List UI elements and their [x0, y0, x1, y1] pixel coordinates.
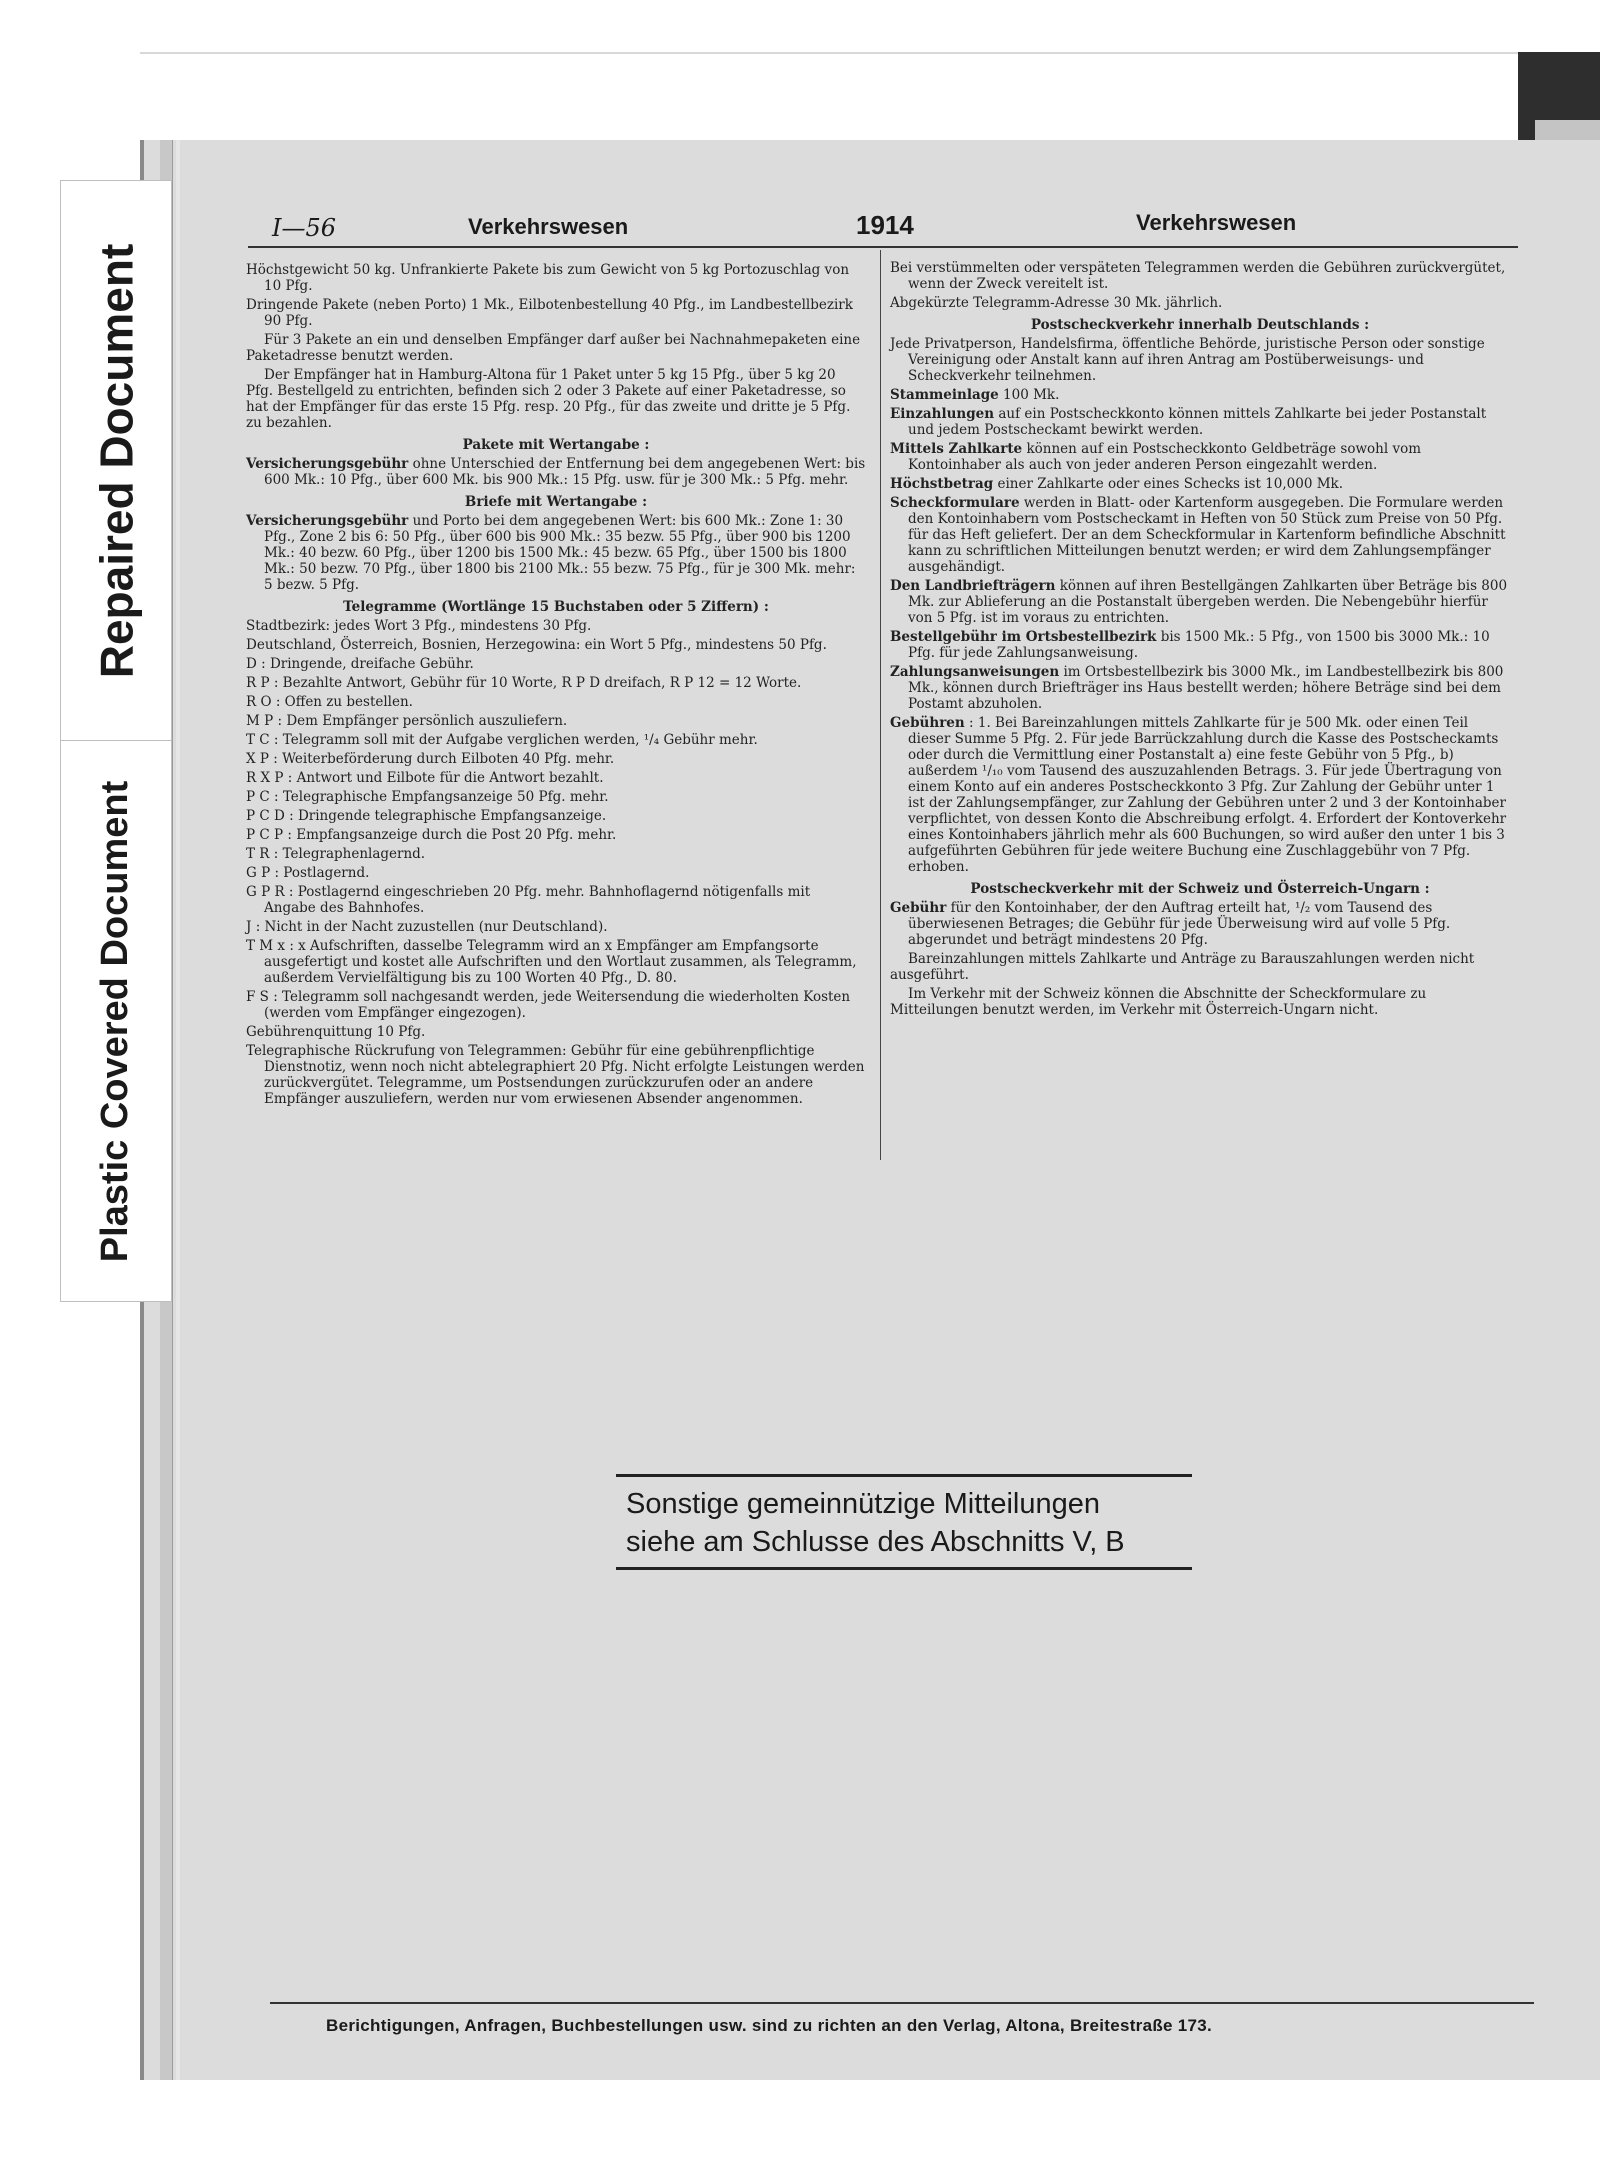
paragraph: [890, 951, 1510, 983]
paragraph: [890, 476, 1510, 492]
paragraph: [246, 938, 866, 986]
footer-publisher-note: Berichtigungen, Anfragen, Buchbestellungen usw. sind zu richten an den Verlag, Altona, Breitestraße 173.: [326, 2016, 1213, 2035]
paragraph-text: G P : Postlagernd.: [246, 865, 370, 881]
paragraph: [890, 406, 1510, 438]
paragraph-lead-term: Bestellgebühr im Ortsbestellbezirk: [890, 629, 1157, 645]
repaired-document-label: Repaired Document: [90, 243, 142, 679]
paragraph-text: T R : Telegraphenlagernd.: [246, 846, 426, 862]
paragraph-text: Jede Privatperson, Handelsfirma, öffentliche Behörde, juristische Person oder sonstige Vereinigung oder Anstalt kann auf ihren Antrag am Postüberweisungs- und Scheckverkehr teilnehmen.: [890, 336, 1485, 384]
paragraph: [246, 297, 866, 329]
plastic-covered-document-label: Plastic Covered Document: [94, 780, 137, 1262]
plastic-covered-document-tab: [60, 740, 172, 1302]
paragraph: [246, 884, 866, 916]
paragraph-lead-term: Höchstbetrag: [890, 476, 994, 492]
paragraph: [890, 629, 1510, 661]
notice-box: [616, 1474, 1192, 1570]
paragraph: [246, 732, 866, 748]
page-year: 1914: [856, 210, 914, 240]
paragraph: [246, 751, 866, 767]
paragraph-lead-term: Versicherungsgebühr: [246, 456, 409, 472]
paragraph: [246, 1024, 866, 1040]
paragraph: [246, 618, 866, 634]
paragraph: [246, 513, 866, 593]
paragraph-text: Bei verstümmelten oder verspäteten Telegrammen werden die Gebühren zurückvergütet, wenn der Zweck vereitelt ist.: [890, 260, 1506, 292]
left-text-column: [246, 262, 866, 1110]
paragraph-text: Telegraphische Rückrufung von Telegrammen: Gebühr für eine gebührenpflichtige Dienstnotiz, wenn noch nicht abtelegraphiert 20 Pfg. Nicht erfolgte Leistungen werden zurückvergütet. Telegramme, um Postsendungen zurückzurufen oder an andere Empfänger auszuliefern, werden nur vom erwiesenen Absender angenommen.: [246, 1043, 865, 1107]
paragraph: [246, 827, 866, 843]
paragraph-text: 100 Mk.: [998, 387, 1060, 403]
paragraph-text: R O : Offen zu bestellen.: [246, 694, 413, 710]
paragraph-text: P C : Telegraphische Empfangsanzeige 50 Pfg. mehr.: [246, 789, 609, 805]
paragraph-text: Dringende Pakete (neben Porto) 1 Mk., Eilbotenbestellung 40 Pfg., im Landbestellbezirk 90 Pfg.: [246, 297, 853, 329]
page-number: I—56: [272, 214, 337, 242]
paragraph-text: P C D : Dringende telegraphische Empfangsanzeige.: [246, 808, 607, 824]
notice-line-1: Sonstige gemeinnützige Mitteilungen: [626, 1488, 1100, 1520]
paragraph: [246, 789, 866, 805]
paragraph-text: T C : Telegramm soll mit der Aufgabe verglichen werden, ¹/₄ Gebühr mehr.: [246, 732, 758, 748]
paragraph-text: können auf ihren Bestellgängen Zahlkarten über Beträge bis 800 Mk. zur Ablieferung an die Postanstalt übergeben werden. Die Nebengebühr hierfür von 5 Pfg. ist im voraus zu entrichten.: [908, 578, 1508, 626]
paragraph-text: für den Kontoinhaber, der den Auftrag erteilt hat, ¹/₂ vom Tausend des überwiesenen Betrages; die Gebühr für jede Überweisung wird auf volle 5 Pfg. abgerundet und beträgt mindestens 20 Pfg.: [908, 900, 1451, 948]
paragraph: [246, 770, 866, 786]
section-heading: Briefe mit Wertangabe :: [464, 494, 648, 510]
paragraph: [246, 675, 866, 691]
column-divider: [880, 250, 881, 1160]
paragraph: [246, 656, 866, 672]
paragraph-text: : 1. Bei Bareinzahlungen mittels Zahlkarte für je 500 Mk. oder einen Teil dieser Summe 5 Pfg. 2. Für jede Barrückzahlung durch die Kasse des Postscheckamts oder durch die Vermittlung einer Postanstalt a) eine feste Gebühr von 5 Pfg., b) außerdem ¹/₁₀ vom Tausend des auszuzahlenden Betrags. 3. Für jede Übertragung von einem Konto auf ein anderes Postscheckkonto 3 Pfg. Zur Zahlung der Gebühr unter 1 ist der Zahlungsempfänger, zur Zahlung der Gebühren unter 2 und 3 der Kontoinhaber verpflichtet, von dessen Konto die Abschreibung erfolgt. 4. Erfordert der Kontoverkehr eines Kontoinhabers jährlich mehr als 600 Buchungen, so wird außer den unter 1 bis 3 aufgeführten Gebühren für jede weitere Buchung eine Zuschlaggebühr von 7 Pfg. erhoben.: [908, 715, 1507, 875]
paragraph: [246, 919, 866, 935]
paragraph: [246, 332, 866, 364]
section-heading: Postscheckverkehr innerhalb Deutschlands :: [1030, 317, 1370, 333]
paragraph: [246, 1043, 866, 1107]
section-heading: Pakete mit Wertangabe :: [462, 437, 650, 453]
paragraph-text: M P : Dem Empfänger persönlich auszuliefern.: [246, 713, 568, 729]
paragraph-lead-term: Scheckformulare: [890, 495, 1020, 511]
paragraph-text: J : Nicht in der Nacht zuzustellen (nur Deutschland).: [246, 919, 608, 935]
paragraph-text: X P : Weiterbeförderung durch Eilboten 40 Pfg. mehr.: [246, 751, 615, 767]
header-rule: [248, 246, 1518, 248]
paragraph-text: einer Zahlkarte oder eines Schecks ist 10,000 Mk.: [993, 476, 1344, 492]
paragraph-text: und Porto bei dem angegebenen Wert: bis 600 Mk.: Zone 1: 30 Pfg., Zone 2 bis 6: 50 Pfg., über 600 bis 900 Mk.: 35 bezw. 55 Pfg., über 900 bis 1200 Mk.: 40 bezw. 60 Pfg., über 1200 bis 1500 Mk.: 45 bezw. 65 Pfg., über 1500 bis 1800 Mk.: 50 bezw. 70 Pfg., über 1800 bis 2100 Mk.: 55 bezw. 75 Pfg., für je 300 Mk. mehr: 5 bezw. 5 Pfg.: [264, 513, 856, 593]
paragraph: [246, 367, 866, 431]
paragraph: [246, 808, 866, 824]
paragraph-lead-term: Zahlungsanweisungen: [890, 664, 1060, 680]
paragraph-lead-term: Einzahlungen: [890, 406, 995, 422]
notice-line-2: siehe am Schlusse des Abschnitts V, B: [626, 1526, 1125, 1558]
paragraph: [890, 295, 1510, 311]
paragraph-text: Deutschland, Österreich, Bosnien, Herzegowina: ein Wort 5 Pfg., mindestens 50 Pfg.: [246, 637, 827, 653]
paragraph: [246, 456, 866, 488]
paragraph-text: R X P : Antwort und Eilbote für die Antwort bezahlt.: [246, 770, 604, 786]
running-title-right: Verkehrswesen: [1136, 210, 1297, 235]
paragraph-lead-term: Stammeinlage: [890, 387, 999, 403]
paragraph-lead-term: Mittels Zahlkarte: [890, 441, 1023, 457]
paragraph: [246, 846, 866, 862]
paragraph: [246, 865, 866, 881]
paragraph-text: Für 3 Pakete an ein und denselben Empfänger darf außer bei Nachnahmepaketen eine Paketadresse benutzt werden.: [246, 332, 861, 364]
paragraph: [890, 664, 1510, 712]
paragraph-lead-term: Den Landbriefträgern: [890, 578, 1056, 594]
paragraph-lead-term: Gebühren: [890, 715, 965, 731]
section-heading: Telegramme (Wortlänge 15 Buchstaben oder 5 Ziffern) :: [343, 599, 769, 615]
paragraph: [890, 260, 1510, 292]
paragraph-text: T M x : x Aufschriften, dasselbe Telegramm wird an x Empfänger am Empfangsorte ausgefertigt und kostet alle Aufschriften und den Wortlaut zusammen, als Telegramm, außerdem Vervielfältigung bis zu 100 Worten 40 Pfg., D. 80.: [246, 938, 857, 986]
paragraph-text: G P R : Postlagernd eingeschrieben 20 Pfg. mehr. Bahnhoflagernd nötigenfalls mit Angabe des Bahnhofes.: [246, 884, 811, 916]
paragraph-text: bis 1500 Mk.: 5 Pfg., von 1500 bis 3000 Mk.: 10 Pfg. für jede Zahlungsanweisung.: [908, 629, 1490, 661]
paragraph-lead-term: Gebühr: [890, 900, 947, 916]
paragraph-text: R P : Bezahlte Antwort, Gebühr für 10 Worte, R P D dreifach, R P 12 = 12 Worte.: [246, 675, 802, 691]
page-binding-highlight: [176, 140, 180, 2080]
paragraph: [246, 713, 866, 729]
paragraph-text: werden in Blatt- oder Kartenform ausgegeben. Die Formulare werden den Kontoinhabern vom Postscheckamt in Heften von 50 Stück zum Preise von 50 Pfg. für das Heft geliefert. Der an dem Scheckformular in Kartenform befindliche Abschnitt kann zu schriftlichen Mitteilungen benutzt werden; er wird dem Zahlungsempfänger ausgehändigt.: [908, 495, 1506, 575]
paragraph: [246, 637, 866, 653]
paragraph-text: ohne Unterschied der Entfernung bei dem angegebenen Wert: bis 600 Mk.: 10 Pfg., über 600 Mk. bis 900 Mk.: 15 Pfg. usw. für je 300 Mk.: 5 Pfg. mehr.: [264, 456, 866, 488]
footer-rule: [270, 2002, 1534, 2004]
paragraph-text: Stadtbezirk: jedes Wort 3 Pfg., mindestens 30 Pfg.: [246, 618, 592, 634]
paragraph-text: P C P : Empfangsanzeige durch die Post 20 Pfg. mehr.: [246, 827, 617, 843]
paragraph: [890, 495, 1510, 575]
paragraph: [890, 578, 1510, 626]
paragraph: [246, 694, 866, 710]
paragraph: [890, 986, 1510, 1018]
paragraph-text: Bareinzahlungen mittels Zahlkarte und Anträge zu Barauszahlungen werden nicht ausgeführt.: [890, 951, 1475, 983]
paragraph-text: auf ein Postscheckkonto können mittels Zahlkarte bei jeder Postanstalt und jedem Postscheckamt bewirkt werden.: [908, 406, 1487, 438]
paragraph: [246, 989, 866, 1021]
paragraph: [890, 336, 1510, 384]
paragraph-lead-term: Versicherungsgebühr: [246, 513, 409, 529]
running-title-left: Verkehrswesen: [468, 214, 629, 239]
repaired-document-tab: [60, 180, 172, 742]
paragraph-text: im Ortsbestellbezirk bis 3000 Mk., im Landbestellbezirk bis 800 Mk., können durch Briefträger ins Haus bestellt werden; höhere Beträge sind bei dem Postamt abzuholen.: [908, 664, 1504, 712]
section-heading: Postscheckverkehr mit der Schweiz und Österreich-Ungarn :: [970, 881, 1430, 897]
right-text-column: [890, 260, 1510, 1021]
paragraph: [890, 900, 1510, 948]
paragraph-text: können auf ein Postscheckkonto Geldbeträge sowohl vom Kontoinhaber als auch von jeder anderen Person eingezahlt werden.: [908, 441, 1422, 473]
paragraph-text: Abgekürzte Telegramm-Adresse 30 Mk. jährlich.: [890, 295, 1223, 311]
paragraph: [890, 387, 1510, 403]
paragraph-text: Höchstgewicht 50 kg. Unfrankierte Pakete bis zum Gewicht von 5 kg Portozuschlag von 10 Pfg.: [246, 262, 850, 294]
paragraph: [890, 441, 1510, 473]
scanner-top-edge: [0, 52, 1600, 54]
paragraph-text: F S : Telegramm soll nachgesandt werden, jede Weitersendung die wiederholten Kosten (werden vom Empfänger eingezogen).: [246, 989, 851, 1021]
paragraph-text: Im Verkehr mit der Schweiz können die Abschnitte der Scheckformulare zu Mitteilungen benutzt werden, im Verkehr mit Österreich-Ungarn nicht.: [890, 986, 1427, 1018]
paragraph-text: Der Empfänger hat in Hamburg-Altona für 1 Paket unter 5 kg 15 Pfg., über 5 kg 20 Pfg. Bestellgeld zu entrichten, befinden sich 2 oder 3 Pakete auf einer Paketadresse, so hat der Empfänger für das erste 15 Pfg. resp. 20 Pfg., für das zweite und dritte je 5 Pfg. zu bezahlen.: [246, 367, 851, 431]
paragraph-text: Gebührenquittung 10 Pfg.: [246, 1024, 426, 1040]
paragraph: [246, 262, 866, 294]
paragraph-text: D : Dringende, dreifache Gebühr.: [246, 656, 474, 672]
paragraph: [890, 715, 1510, 875]
